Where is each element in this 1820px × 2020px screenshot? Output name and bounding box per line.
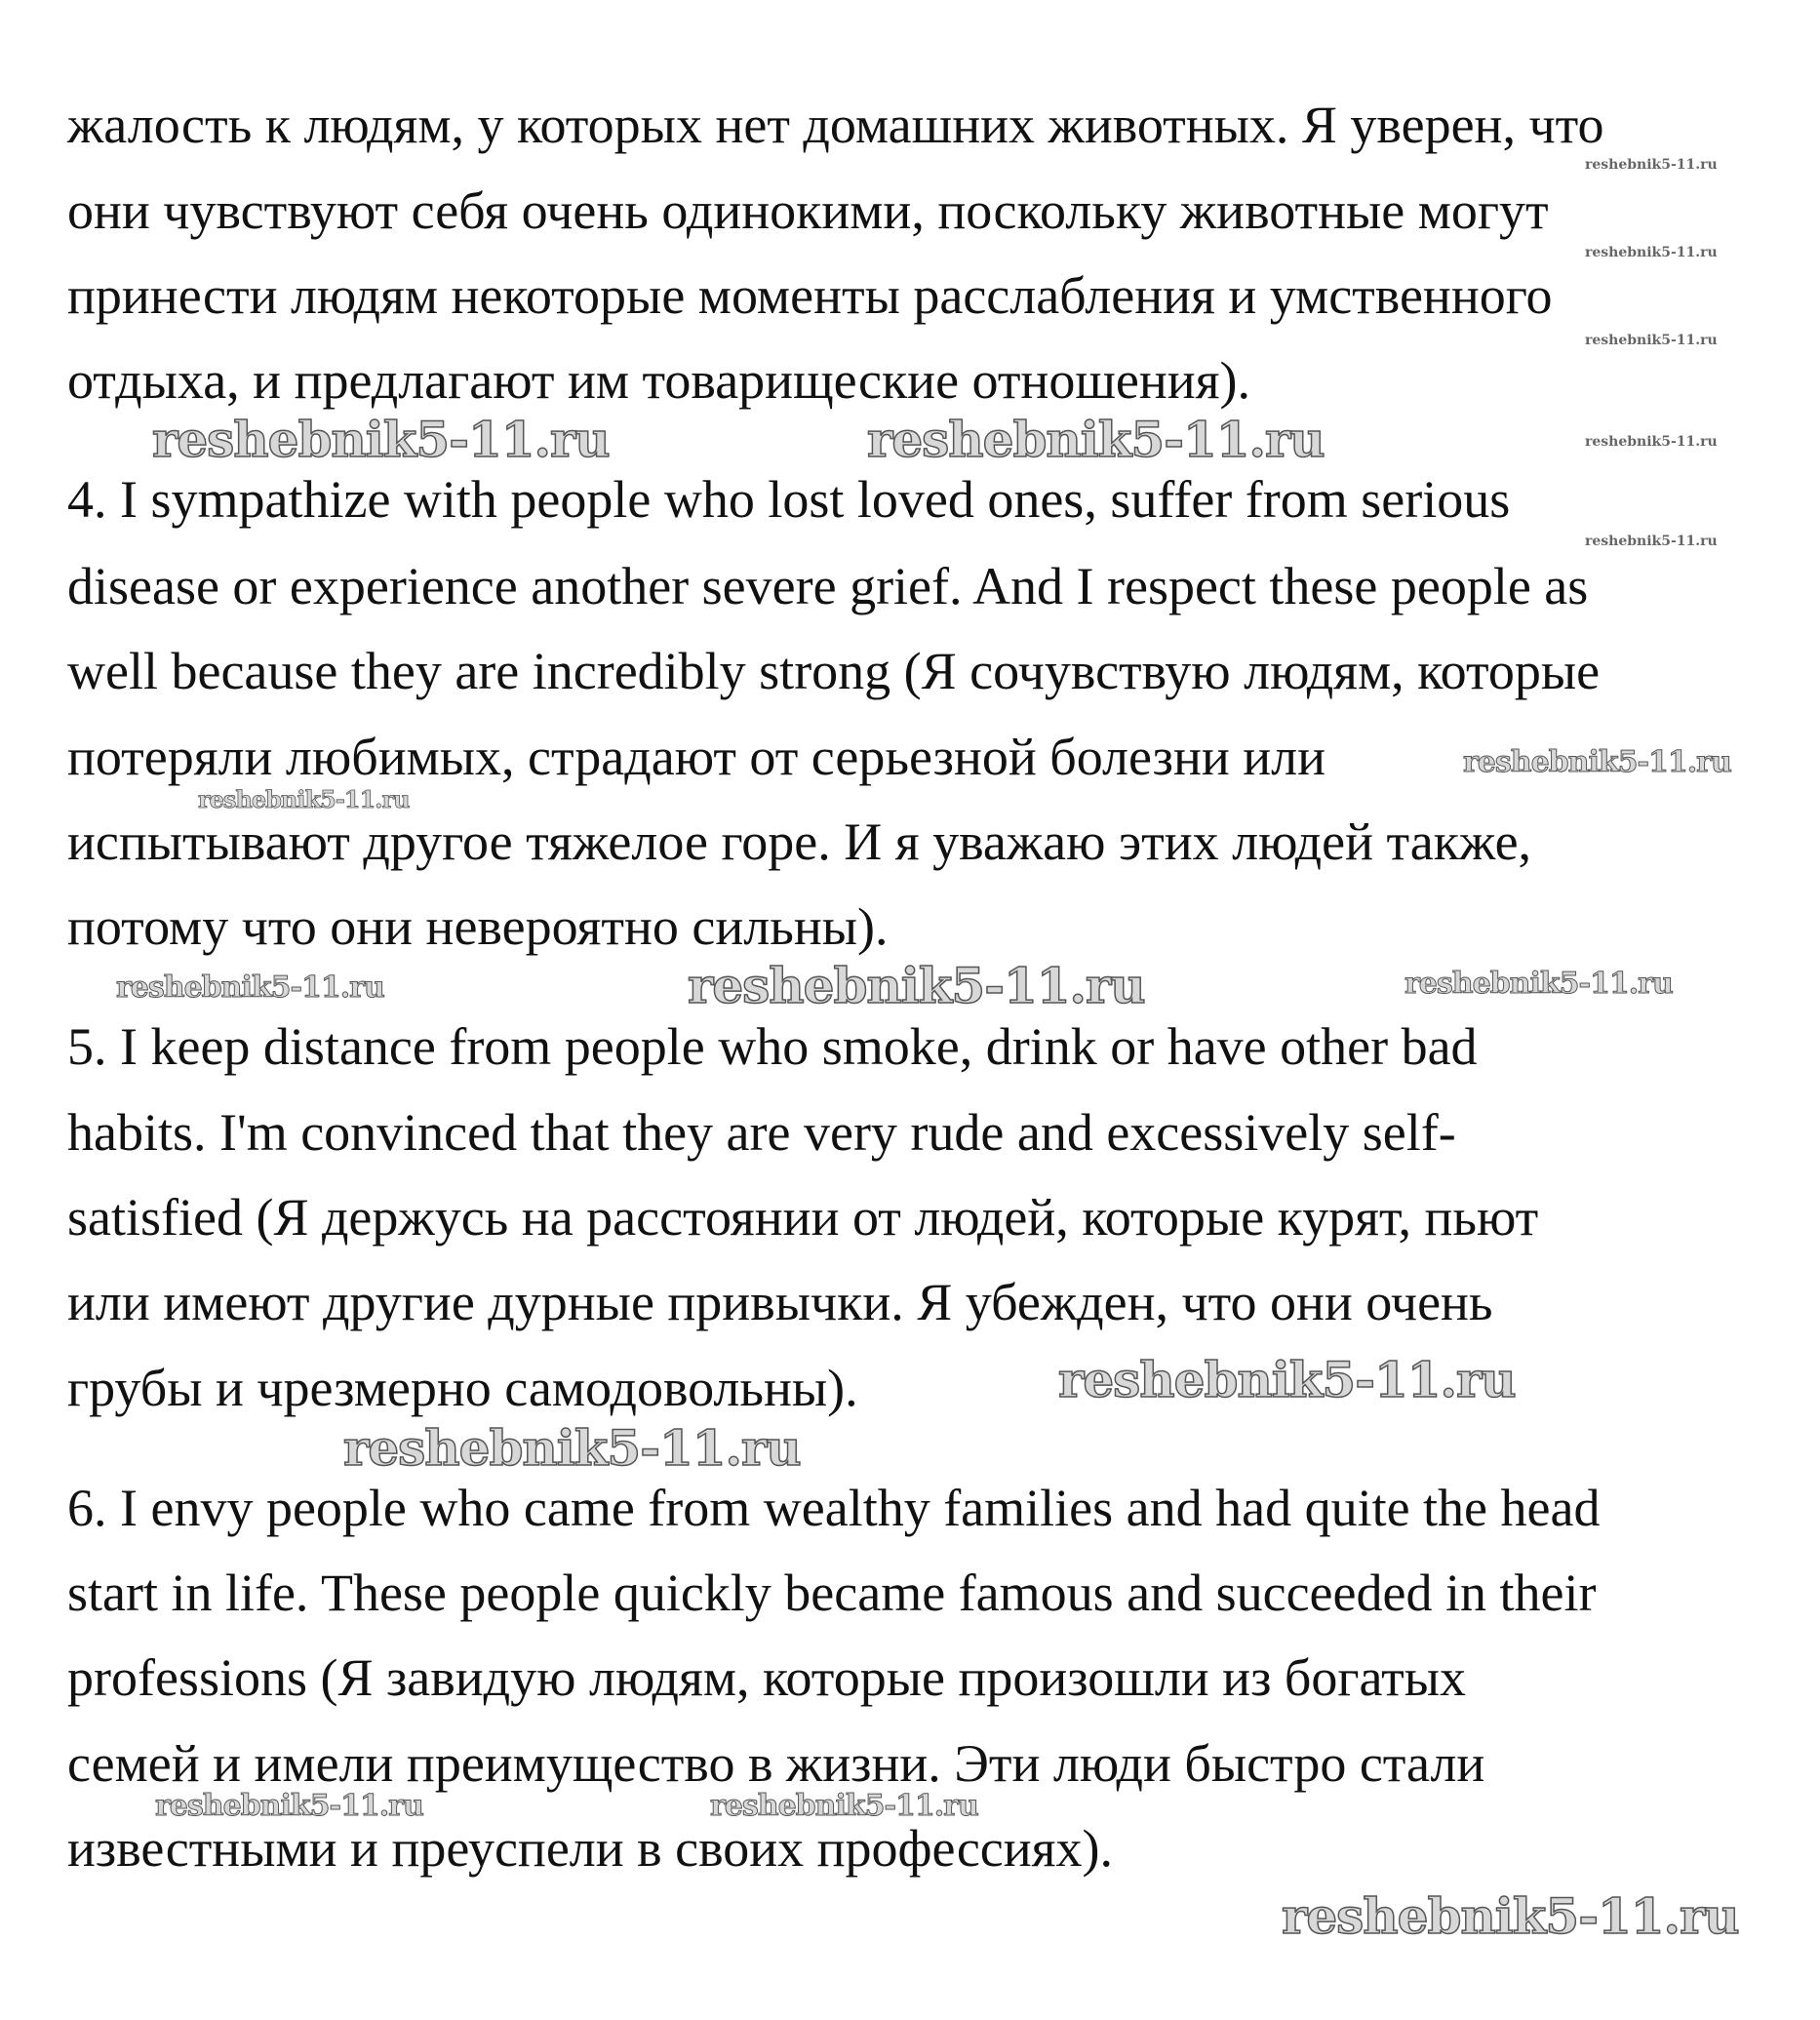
watermark: reshebnik5-11.ru xyxy=(116,970,384,1005)
watermark: reshebnik5-11.ru xyxy=(1463,745,1731,779)
text-line: испытывают другое тяжелое горе. И я уважаю этих людей также, xyxy=(67,812,1532,871)
text-line: семей и имели преимущество в жизни. Эти люди быстро стали xyxy=(67,1734,1485,1793)
watermark: reshebnik5-11.ru xyxy=(1585,434,1718,450)
text-line: или имеют другие дурные привычки. Я убежден, что они очень xyxy=(67,1273,1493,1331)
watermark: reshebnik5-11.ru xyxy=(688,957,1145,1014)
watermark: reshebnik5-11.ru xyxy=(1282,1887,1739,1945)
text-line: 5. I keep distance from people who smoke, drink or have other bad xyxy=(67,1017,1478,1076)
watermark: reshebnik5-11.ru xyxy=(1585,534,1718,549)
watermark: reshebnik5-11.ru xyxy=(1585,333,1718,348)
text-line: professions (Я завидую людям, которые произошли из богатых xyxy=(67,1648,1466,1707)
watermark: reshebnik5-11.ru xyxy=(155,1789,423,1823)
text-line: start in life. These people quickly became famous and succeeded in their xyxy=(67,1564,1597,1622)
text-line: disease or experience another severe grief. And I respect these people as xyxy=(67,557,1589,615)
text-line: они чувствуют себя очень одинокими, поскольку животные могут xyxy=(67,181,1549,240)
watermark: reshebnik5-11.ru xyxy=(198,785,410,813)
watermark: reshebnik5-11.ru xyxy=(867,411,1325,468)
text-line: 4. I sympathize with people who lost loved ones, suffer from serious xyxy=(67,470,1511,529)
watermark: reshebnik5-11.ru xyxy=(152,411,610,468)
text-line: 6. I envy people who came from wealthy families and had quite the head xyxy=(67,1479,1601,1537)
text-line: потому что они невероятно сильны). xyxy=(67,897,889,956)
text-line: жалость к людям, у которых нет домашних животных. Я уверен, что xyxy=(67,96,1604,154)
text-line: известными и преуспели в своих профессиях). xyxy=(67,1819,1113,1878)
watermark: reshebnik5-11.ru xyxy=(1585,245,1718,260)
text-line: принести людям некоторые моменты расслабления и умственного xyxy=(67,266,1553,325)
watermark: reshebnik5-11.ru xyxy=(343,1419,801,1477)
watermark: reshebnik5-11.ru xyxy=(710,1789,978,1823)
text-line: грубы и чрезмерно самодовольны). xyxy=(67,1359,858,1417)
text-line: well because they are incredibly strong (Я сочувствую людям, которые xyxy=(67,642,1601,700)
watermark: reshebnik5-11.ru xyxy=(1058,1351,1516,1408)
text-line: habits. I'm convinced that they are very rude and excessively self- xyxy=(67,1103,1456,1162)
text-line: satisfied (Я держусь на расстоянии от людей, которые курят, пьют xyxy=(67,1188,1539,1247)
watermark: reshebnik5-11.ru xyxy=(1585,157,1718,173)
text-line: потеряли любимых, страдают от серьезной болезни или xyxy=(67,728,1325,786)
watermark: reshebnik5-11.ru xyxy=(1405,967,1673,1001)
text-line: отдыха, и предлагают им товарищеские отношения). xyxy=(67,351,1250,410)
